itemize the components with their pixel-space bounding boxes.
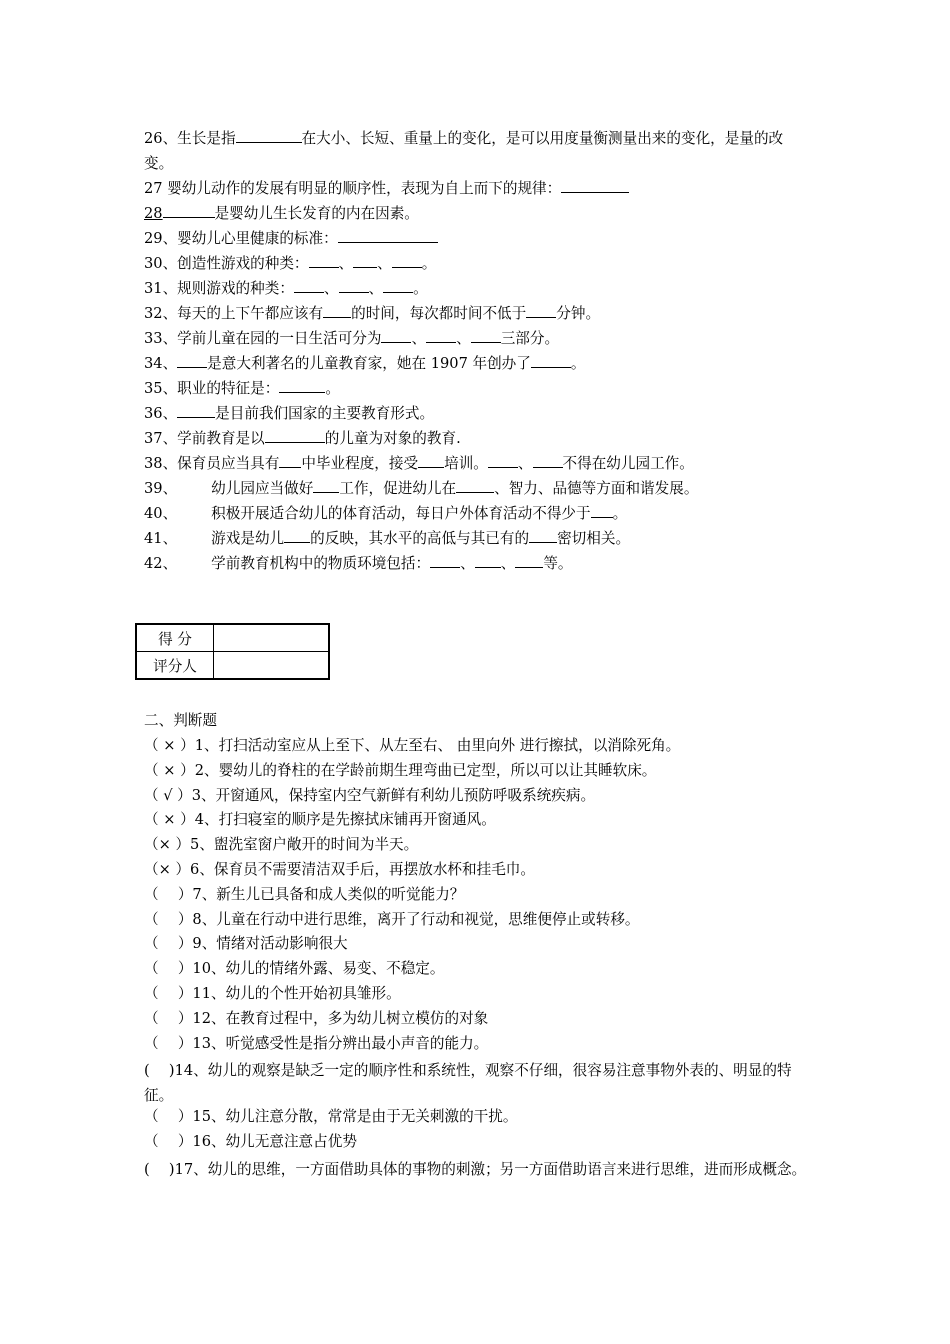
q41-text-c: 密切相关。 [557, 530, 631, 547]
section-title: 二、判断题 [144, 712, 217, 729]
separator: 、 [368, 280, 384, 297]
q38-text-a: 38、保育员应当具有 [144, 455, 280, 472]
tf-item: （ √ ）3、开窗通风，保持室内空气新鲜有利幼儿预防呼吸系统疾病。 [144, 786, 596, 804]
tf-item: （ × ）2、婴幼儿的脊柱的在学龄前期生理弯曲已定型，所以可以让其睡软床。 [144, 761, 657, 779]
question-28 [144, 203, 419, 223]
period: 。 [325, 380, 340, 397]
question-42 [144, 553, 573, 573]
question-32 [144, 303, 600, 323]
q39-text-b: 工作，促进幼儿在 [339, 480, 457, 497]
tf-item: （ ）13、听觉感受性是指分辨出最小声音的能力。 [144, 1034, 489, 1052]
q26-text-a: 26、生长是指 [144, 130, 236, 147]
answer-blank[interactable] [323, 303, 351, 318]
answer-blank[interactable] [309, 253, 339, 268]
q36-text: 是目前我们国家的主要教育形式。 [215, 405, 435, 422]
q39-text-a: 幼儿园应当做好 [211, 480, 314, 497]
q42-text-c: 等。 [543, 555, 573, 572]
q41-text-b: 的反映，其水平的高低与其已有的 [310, 530, 530, 547]
answer-blank[interactable] [533, 453, 563, 468]
separator: 、 [377, 255, 392, 272]
q37-text-a: 37、学前教育是以 [144, 430, 265, 447]
answer-blank[interactable] [430, 553, 460, 568]
question-35 [144, 378, 340, 398]
question-30 [144, 253, 436, 273]
q35-text: 35、职业的特征是： [144, 380, 280, 397]
tf-item: （× ）6、保育员不需要清洁双手后，再摆放水杯和挂毛巾。 [144, 861, 535, 878]
answer-blank[interactable] [279, 453, 301, 468]
answer-blank[interactable] [383, 278, 413, 293]
question-38 [144, 453, 694, 473]
q28-text: 是婴幼儿生长发育的内在因素。 [214, 205, 419, 222]
score-cell[interactable] [214, 624, 330, 652]
q38-text-b: 中毕业程度，接受 [301, 455, 419, 472]
question-31 [144, 278, 428, 298]
question-27 [144, 178, 629, 198]
separator: 、 [338, 255, 354, 272]
tf-item: （ ）7、新生儿已具备和成人类似的听觉能力？ [144, 885, 465, 903]
tf-item: （ × ）4、打扫寝室的顺序是先擦拭床铺再开窗通风。 [144, 811, 496, 829]
question-37 [144, 428, 461, 448]
answer-blank[interactable] [294, 278, 324, 293]
q32-text-b: 的时间，每次都时间不低于 [351, 305, 527, 322]
q40-number: 40、 [144, 505, 178, 522]
answer-blank[interactable] [279, 378, 325, 393]
answer-blank[interactable] [177, 353, 207, 368]
answer-blank[interactable] [488, 453, 518, 468]
answer-blank[interactable] [339, 278, 369, 293]
answer-blank[interactable] [426, 328, 456, 343]
q29-text: 29、婴幼儿心里健康的标准： [144, 230, 338, 247]
answer-blank[interactable] [284, 528, 310, 543]
q41-number: 41、 [144, 530, 178, 547]
question-36 [144, 403, 434, 423]
q39-number: 39、 [144, 480, 178, 497]
score-table [135, 623, 330, 680]
q28-number: 28 [144, 205, 163, 222]
q37-text-b: 的儿童为对象的教育. [324, 430, 461, 447]
tf-item: （ ）12、在教育过程中，多为幼儿树立模仿的对象 [144, 1009, 489, 1027]
question-34 [144, 353, 585, 373]
period: 。 [413, 280, 428, 297]
tf-item: （ ）15、幼儿注意分散，常常是由于无关刺激的干扰。 [144, 1108, 518, 1126]
answer-blank[interactable] [265, 428, 325, 443]
question-26 [144, 127, 812, 176]
question-29 [144, 228, 438, 248]
tf-item: （ ）8、儿童在行动中进行思维，离开了行动和视觉，思维便停止或转移。 [144, 910, 640, 928]
tf-item: （ ）11、幼儿的个性开始初具雏形。 [144, 985, 401, 1002]
tf-item: （ ）9、情绪对活动影响很大 [144, 935, 348, 953]
period: 。 [421, 255, 437, 272]
answer-blank[interactable] [392, 253, 422, 268]
q38-text-d: 不得在幼儿园工作。 [562, 455, 694, 472]
q34-text: 是意大利著名的儿童教育家，她在 1907 年创办了 [207, 355, 531, 372]
tf-item: （× ）5、盥洗室窗户敞开的时间为半天。 [144, 836, 419, 854]
q31-text: 31、规则游戏的种类： [144, 280, 294, 297]
answer-blank[interactable] [236, 128, 302, 143]
grader-label: 评分人 [136, 652, 214, 680]
answer-blank[interactable] [526, 303, 556, 318]
answer-blank[interactable] [529, 528, 557, 543]
question-39 [144, 478, 698, 498]
answer-blank[interactable] [475, 553, 501, 568]
grader-cell[interactable] [214, 652, 330, 680]
separator: 、 [500, 555, 516, 572]
separator: 、 [323, 280, 339, 297]
q41-text-a: 游戏是幼儿 [211, 530, 285, 547]
separator: 、 [456, 330, 471, 347]
answer-blank[interactable] [177, 403, 215, 418]
period: 。 [570, 355, 586, 372]
period: 。 [612, 505, 628, 522]
answer-blank[interactable] [381, 328, 411, 343]
q33-text-c: 三部分。 [500, 330, 560, 347]
answer-blank[interactable] [353, 253, 377, 268]
question-33 [144, 328, 559, 348]
q33-text: 33、学前儿童在园的一日生活可分为 [144, 330, 382, 347]
separator: 、 [517, 455, 533, 472]
answer-blank[interactable] [313, 478, 339, 493]
q42-number: 42、 [144, 555, 178, 572]
q42-text: 学前教育机构中的物质环境包括： [211, 555, 431, 572]
answer-blank[interactable] [456, 478, 494, 493]
q32-text-c: 分钟。 [556, 305, 601, 322]
answer-blank[interactable] [338, 228, 438, 243]
tf-item: ( )17、幼儿的思维，一方面借助具体的事物的刺激；另一方面借助语言来进行思维，进而形成概念。 [144, 1161, 807, 1178]
separator: 、 [460, 555, 475, 572]
answer-blank[interactable] [471, 328, 501, 343]
answer-blank[interactable] [591, 503, 613, 518]
answer-blank[interactable] [163, 203, 215, 218]
tf-item: （ ）16、幼儿无意注意占优势 [144, 1133, 357, 1151]
separator: 、 [411, 330, 427, 347]
q27-text: 27 婴幼儿动作的发展有明显的顺序性，表现为自上而下的规律： [144, 180, 562, 197]
answer-blank[interactable] [515, 553, 543, 568]
q36-number: 36、 [144, 405, 178, 422]
q34-number: 34、 [144, 355, 178, 372]
q32-text-a: 32、每天的上下午都应该有 [144, 305, 324, 322]
q39-text-c: 、智力、品德等方面和谐发展。 [494, 480, 699, 497]
question-41 [144, 528, 630, 548]
answer-blank[interactable] [418, 453, 444, 468]
q38-text-c: 培训。 [444, 455, 488, 472]
tf-item: ( )14、幼儿的观察是缺乏一定的顺序性和系统性，观察不仔细，很容易注意事物外表的、明显的特征。 [144, 1062, 792, 1104]
q40-text: 积极开展适合幼儿的体育活动，每日户外体育活动不得少于 [211, 505, 591, 522]
tf-item: （ × ）1、打扫活动室应从上至下、从左至右、 由里向外 进行擦拭，以消除死角。 [144, 737, 681, 754]
answer-blank[interactable] [561, 178, 629, 193]
question-40 [144, 503, 627, 523]
answer-blank[interactable] [531, 353, 571, 368]
q30-text: 30、创造性游戏的种类： [144, 255, 309, 272]
score-label: 得 分 [136, 624, 214, 652]
tf-item: （ ）10、幼儿的情绪外露、易变、不稳定。 [144, 960, 445, 978]
q26-text-b: 在大小、长短、重量上的变化，是可以用度量衡测量出来的变化，是量的改变。 [144, 130, 784, 172]
